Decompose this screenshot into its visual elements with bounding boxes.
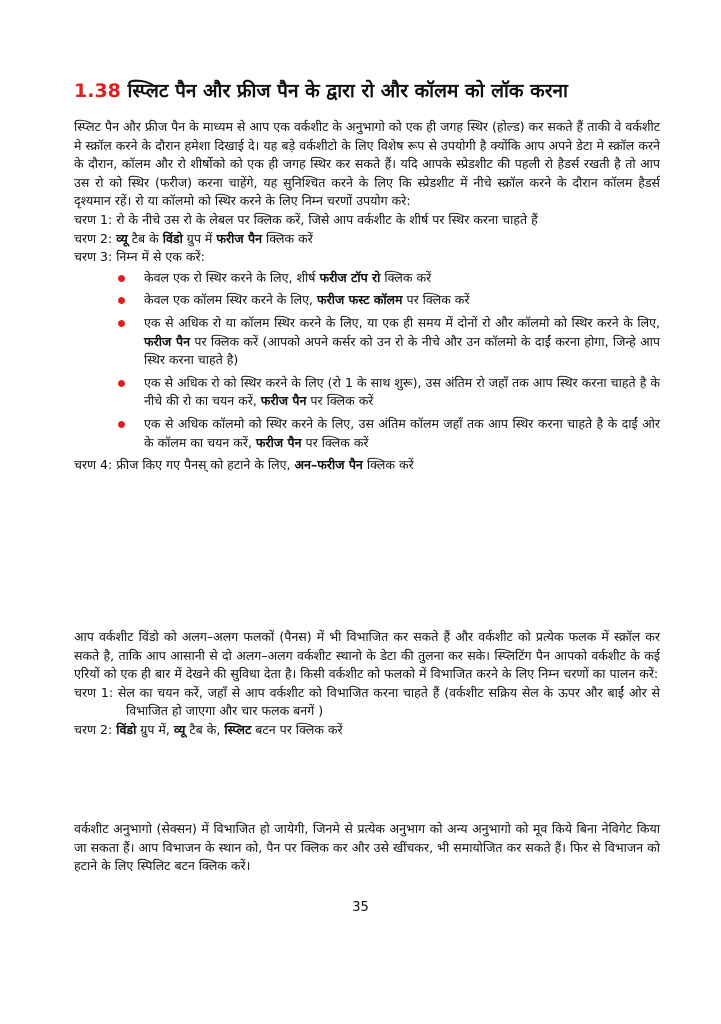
step-2-prefix: चरण 2: (74, 230, 117, 246)
bullet-text: केवल एक कॉलम स्थिर करने के लिए, (144, 292, 317, 308)
bullet-text: एक से अधिक रो या कॉलम स्थिर करने के लिए, या एक ही समय में दोनों रो और कॉलमो को स्थिर करने के लिए, (144, 314, 660, 330)
split-step-2-prefix: चरण 2: (74, 721, 117, 737)
step-2-window-bold: विंडो (162, 230, 183, 246)
bullet-text: पर क्लिक करें (402, 292, 470, 308)
freeze-options-list (74, 269, 660, 452)
split-step-1: चरण 1: सेल का चयन करें, जहाँ से आप वर्कशीट को विभाजित करना चाहते हैं (वर्कशीट सक्रिय सेल के ऊपर और बाईं ओर से विभाजित हो जाएगा और चार फलक बनगें ) (74, 684, 660, 719)
split-step-2-split-bold: स्प्लिट (224, 721, 252, 737)
section-heading (74, 78, 654, 104)
bullet-bold: फरीज पैन (260, 393, 307, 409)
bullet-dot-icon (118, 297, 125, 304)
split-paragraph: आप वर्कशीट विंडो को अलग–अलग फलकों (पैनस) में भी विभाजित कर सकते हैं और वर्कशीट को प्रत्येक फलक में स्क्रॉल कर सकते है, ताकि आप आसानी से दो अलग–अलग वर्कशीट स्थानो के डेटा की तुलना कर सके। स्प्लिटिंग पैन आपको वर्कशीट के कई एरियों को एक ही बार में देखने की सुविधा देता है। किसी वर्कशीट को फलको में विभाजित करने के लिए निम्न चरणों का पालन करें: (74, 629, 660, 682)
bullet-bold: फरीज फस्ट कॉलम (316, 292, 403, 308)
bullet-dot-icon (118, 275, 125, 282)
body-text (74, 118, 660, 475)
step-2-text: ग्रुप में (182, 230, 217, 246)
bullet-text: पर क्लिक करें (301, 434, 369, 450)
split-step-2-view-bold: व्यू (173, 721, 186, 737)
final-paragraph: वर्कशीट अनुभागो (सेक्सन) में विभाजित हो जायेगी, जिनमे से प्रत्येक अनुभाग को अन्य अनुभागो को मूव किये बिना नेविगेट किया जा सकता हैं। आप विभाजन के स्थान को, पैन पर क्लिक कर और उसे खींचकर, भी समायोजित कर सकते हैं। फिर से विभाजन को हटाने के लिए स्पिलिट बटन क्लिक करें। (74, 821, 660, 874)
step-2-text: टैब के (127, 230, 163, 246)
bullet-bold: फरीज टॉप रो (319, 269, 381, 285)
bullet-text: एक से अधिक रो को स्थिर करने के लिए (रो 1 के साथ शुरू), उस अंतिम रो जहाँ तक आप स्थिर करना चाहते है के नीचे की रो का चयन करें, (144, 374, 660, 409)
bullet-text: पर क्लिक करें (306, 393, 374, 409)
bullet-text: एक से अधिक कॉलमो को स्थिर करने के लिए, उस अंतिम कॉलम जहाँ तक आप स्थिर करना चाहते है के दाईं ओर के कॉलम का चयन करें, (144, 415, 660, 450)
bullet-dot-icon (118, 421, 125, 428)
split-step-2-text: टैब के, (185, 721, 225, 737)
bullet-text: केवल एक रो स्थिर करने के लिए, शीर्ष (144, 269, 320, 285)
split-section (74, 628, 660, 740)
bullet-bold: फरीज पैन (144, 333, 191, 349)
bullet-dot-icon (118, 320, 125, 327)
bullet-dot-icon (118, 380, 125, 387)
split-step-2-window-bold: विंडो (116, 721, 137, 737)
step-2-freeze-bold: फरीज पैन (216, 230, 263, 246)
list-item (114, 314, 660, 370)
split-step-2 (74, 721, 660, 740)
step-3: चरण 3: निम्न में से एक करें: (74, 249, 205, 265)
list-item (114, 415, 660, 452)
step-2-suffix: क्लिक करें (262, 230, 313, 246)
split-step-2-suffix: बटन पर क्लिक करें (251, 721, 343, 737)
step-1: चरण 1: रो के नीचे उस रो के लेबल पर क्लिक करें, जिसे आप वर्कशीट के शीर्ष पर स्थिर करना चाहते हैं (74, 211, 538, 227)
intro-paragraph: स्प्लिट पैन और फ्रीज पैन के माध्यम से आप एक वर्कशीट के अनुभागो को एक ही जगह स्थिर (होल्ड) कर सकते हैं ताकी वे वर्कशीट मे स्क्रॉल करने के दौरान हमेशा दिखाई दे। यह बड़े वर्कशीटो के लिए विशेष रूप से उपयोगी है क्योंकि आप अपने डेटा मे स्क्रॉल करने के दौरान, कॉलम और रो शीर्षोको को एक ही जगह स्थिर कर सकते हैं। यदि आपके स्प्रेडशीट की पहली रो हैडर्स रखती है तो आप उस रो को स्थिर (फरीज) करना चाहेंगे, यह सुनिश्चित करने के लिए कि स्प्रेडशीट में नीचे स्क्रॉल करने के दौरान कॉलम हैडर्स दृश्यमान रहें। रो या कॉलमो को स्थिर करने के लिए निम्न चरणों उपयोग करे: (74, 119, 660, 209)
step-2 (74, 230, 660, 249)
step-2-view-bold: व्यू (116, 230, 128, 246)
step-4-text: चरण 4: फ्रीज किए गए पैनस् को हटाने के लिए, (74, 457, 295, 473)
step-4-bold: अन–फरीज पैन (294, 457, 363, 473)
section-title: स्प्लिट पैन और फ्रीज पैन के द्वारा रो और कॉलम को लॉक करना (127, 80, 568, 102)
step-4-suffix: क्लिक करें (362, 457, 414, 473)
split-step-2-text: ग्रुप में, (136, 721, 174, 737)
section-number: 1.38 (74, 80, 121, 102)
step-4 (74, 456, 660, 475)
page-number: 35 (352, 900, 369, 915)
list-item (114, 269, 660, 288)
bullet-text: क्लिक करें (380, 269, 432, 285)
bullet-text: पर क्लिक करें (आपको अपने कर्सर को उन रो के नीचे और उन कॉलमो के दाईं करना होगा, जिन्हे आप स्थिर करना चाहते है) (144, 333, 660, 368)
list-item (114, 374, 660, 411)
list-item (114, 291, 660, 310)
bullet-bold: फरीज पैन (255, 434, 302, 450)
